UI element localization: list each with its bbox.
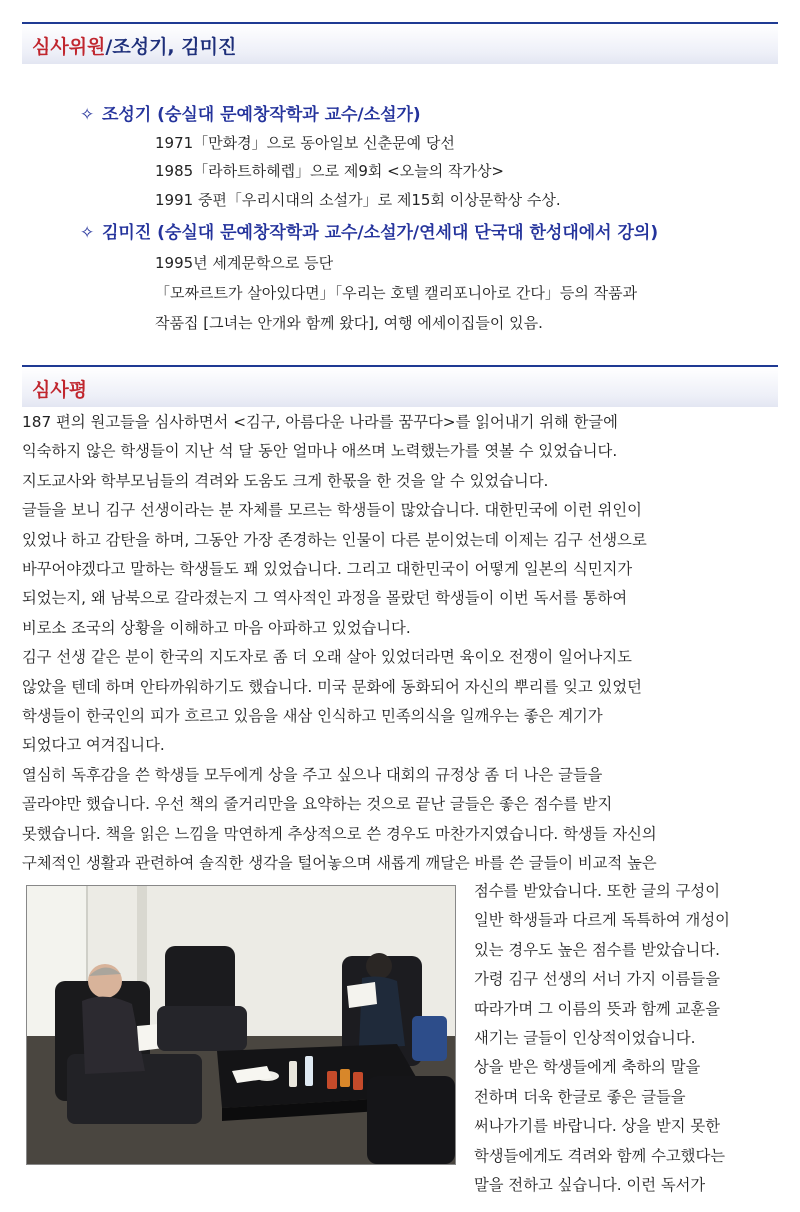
review-line: 되었다고 여겨집니다. [22, 736, 165, 755]
review-side-line: 있는 경우도 높은 점수를 받았습니다. [474, 940, 720, 959]
review-line: 못했습니다. 책을 읽은 느낌을 막연하게 추상적으로 쓴 경우도 마찬가지였습니다. 학생들 자신의 [22, 824, 657, 843]
review-line: 골라야만 했습니다. 우선 책의 줄거리만을 요약하는 것으로 끝난 글들은 좋은 점수를 받지 [22, 795, 613, 814]
judge-2-name: ✧ 김미진 (숭실대 문예창작학과 교수/소설가/연세대 단국대 한성대에서 강의) [80, 223, 659, 243]
review-line: 않았을 텐데 하며 안타까워하기도 했습니다. 미국 문화에 동화되어 자신의 뿌리를 잊고 있었던 [22, 677, 642, 696]
review-side-line: 따라가며 그 이름의 뜻과 함께 교훈을 [474, 999, 720, 1018]
review-line: 글들을 보니 김구 선생이라는 분 자체를 모르는 학생들이 많았습니다. 대한민국에 이런 위인이 [22, 501, 642, 520]
review-side-line: 새기는 글들이 인상적이었습니다. [474, 1029, 696, 1047]
review-line: 학생들이 한국인의 피가 흐르고 있음을 새삼 인식하고 민족의식을 일깨우는 좋은 계기가 [22, 707, 603, 725]
judge-2-line-3: 작품집 [그녀는 안개와 함께 왔다], 여행 에세이집들이 있음. [155, 314, 543, 332]
review-side-line: 전하며 더욱 한글로 좋은 글들을 [474, 1087, 686, 1106]
review-section-header [22, 365, 778, 407]
review-line: 되었는지, 왜 남북으로 갈라졌는지 그 역사적인 과정을 몰랐던 학생들이 이번 독서를 통하여 [22, 589, 628, 608]
judges-section-header [22, 22, 778, 64]
review-line: 익숙하지 않은 학생들이 지난 석 달 동안 얼마나 애쓰며 노력했는가를 엿볼 수 있었습니다. [22, 442, 618, 461]
judging-meeting-photo-icon [27, 886, 455, 1164]
review-line: 김구 선생 같은 분이 한국의 지도자로 좀 더 오래 살아 있었더라면 육이오 전쟁이 일어나지도 [22, 648, 632, 667]
diamond-bullet-icon: ✧ [80, 105, 95, 125]
review-side-line: 학생들에게도 격려와 함께 수고했다는 [474, 1146, 726, 1165]
review-line: 있었나 하고 감탄을 하며, 그동안 가장 존경하는 인물이 다른 분이었는데 이제는 김구 선생으로 [22, 530, 647, 549]
judge-1-name: ✧ 조성기 (숭실대 문예창작학과 교수/소설가) [80, 105, 421, 125]
review-line: 187 편의 원고들을 심사하면서 <김구, 아름다운 나라를 꿈꾸다>를 읽어내기 위해 한글에 [22, 413, 618, 431]
review-line: 바꾸어야겠다고 말하는 학생들도 꽤 있었습니다. 그리고 대한민국이 어떻게 일본의 식민지가 [22, 560, 633, 578]
judge-1-line-2: 1985「라하트하헤렙」으로 제9회 <오늘의 작가상> [155, 162, 504, 180]
review-line: 열심히 독후감을 쓴 학생들 모두에게 상을 주고 싶으나 대회의 규정상 좀 더 나은 글들을 [22, 765, 603, 784]
review-side-line: 써나가기를 바랍니다. 상을 받지 못한 [474, 1117, 720, 1136]
judge-2-line-2: 「모짜르트가 살아있다면」「우리는 호텔 캘리포니아로 간다」등의 작품과 [155, 284, 638, 302]
review-side-line: 일반 학생들과 다르게 독특하여 개성이 [474, 911, 730, 930]
review-line: 구체적인 생활과 관련하여 솔직한 생각을 털어놓으며 새롭게 깨달은 바를 쓴 글들이 비교적 높은 [22, 854, 657, 872]
judge-2-line-1: 1995년 세계문학으로 등단 [155, 254, 334, 272]
review-side-line: 점수를 받았습니다. 또한 글의 구성이 [474, 882, 720, 900]
judge-1-line-1: 1971「만화경」으로 동아일보 신춘문예 당선 [155, 134, 455, 152]
diamond-bullet-icon: ✧ [80, 223, 95, 243]
review-section-title: 심사평 [32, 379, 88, 401]
judge-1-line-3: 1991 중편「우리시대의 소설가」로 제15회 이상문학상 수상. [155, 191, 561, 209]
judging-meeting-photo [26, 885, 456, 1165]
review-line: 비로소 조국의 상황을 이해하고 마음 아파하고 있었습니다. [22, 618, 411, 637]
review-side-line: 상을 받은 학생들에게 축하의 말을 [474, 1058, 701, 1077]
review-side-line: 가령 김구 선생의 서너 가지 이름들을 [474, 970, 720, 989]
review-line: 지도교사와 학부모님들의 격려와 도움도 크게 한몫을 한 것을 알 수 있었습니다. [22, 471, 549, 490]
judges-section-title: 심사위원/조성기, 김미진 [32, 36, 237, 58]
review-side-line: 말을 전하고 싶습니다. 이런 독서가 [474, 1176, 706, 1194]
